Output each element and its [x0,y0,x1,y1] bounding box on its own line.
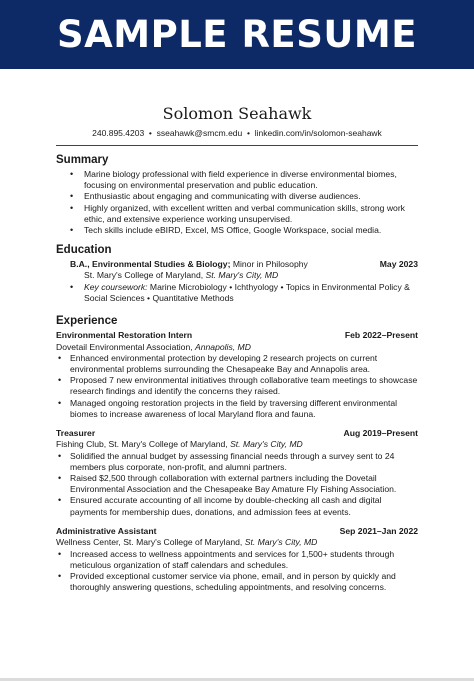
job-org: Wellness Center, St. Mary's College of Maryland, [56,537,245,548]
list-item: • Marine biology professional with field experience in diverse environmental biomes, focusing on environmental preservation and public education. [56,169,418,191]
job-org: Fishing Club, St. Mary's College of Maryland, [56,439,231,450]
education-entry [56,259,418,304]
coursework-text: Marine Microbiology • Ichthyology • Topics in Environmental Policy & Social Sciences • Quantitative Methods [84,281,410,303]
degree-minor: Minor in Philosophy [230,259,308,270]
job-org: Dovetail Environmental Association, [56,341,196,352]
candidate-name: Solomon Seahawk [162,104,312,123]
title-banner [0,0,474,69]
contact-email[interactable]: sseahawk@smcm.edu [156,128,243,138]
job-location: Annapolis, MD [195,341,251,352]
job-entry [56,526,418,594]
school-name: St. Mary's College of Maryland, [84,270,206,281]
list-item: • Ensured accurate accounting of all income by double-checking all cash and digital payments for membership dues, donations, and admission fees at events. [56,495,418,517]
job-dates: Aug 2019–Present [343,427,418,438]
list-item: • Enhanced environmental protection by developing 2 research projects on current environmental problems surrounding the Chesapeake Bay and Annapolis area. [56,353,418,375]
list-item: • Provided exceptional customer service via phone, email, and in person by quickly and thoroughly answering questions, scheduling appointments, and resolving concerns. [56,571,418,593]
contact-separator: • [247,128,250,138]
job-dates: Sep 2021–Jan 2022 [339,525,418,536]
coursework-label: Key coursework: [84,281,148,292]
section-title-education: Education [56,244,112,257]
list-item: • Highly organized, with excellent written and verbal communication skills, strong work ethic, and extensive experience working unsupervised. [56,203,418,225]
education-list [70,282,418,304]
job-role: Environmental Restoration Intern [56,330,193,341]
job-org-line [56,537,418,548]
degree-date: May 2023 [379,259,418,270]
job-duties [56,353,418,420]
job-role: Administrative Assistant [56,525,157,536]
contact-line [56,128,418,139]
job-header [56,330,418,342]
job-header [56,526,418,538]
contact-separator: • [148,128,152,138]
job-org-line [56,342,418,353]
list-item: • Solidified the annual budget by assessing financial needs through a survey sent to 24 members plus corporate, non-profit, and alumni partners. [56,451,418,473]
degree [70,259,308,270]
list-item: • Raised $2,500 through collaboration with external partners including the Dovetail Environmental Association and the Chesapeake Bay Amature Fly Fishing Association. [56,473,418,495]
job-duties [56,549,418,594]
job-location: St. Mary's City, MD [244,537,318,548]
job-duties [56,451,418,518]
job-location: St. Mary's City, MD [230,439,303,450]
job-dates: Feb 2022–Present [344,330,418,341]
school-line [70,270,418,281]
job-role: Treasurer [56,427,96,438]
section-title-experience: Experience [56,315,118,328]
resume-page [56,104,418,593]
list-item: • Proposed 7 new environmental initiatives through collaborative team meetings to showcase research findings and identify the concerns they raised. [56,375,418,397]
list-item: • Managed ongoing restoration projects in the field by traversing different environmental biomes to increase awareness of local Maryland flora and fauna. [56,398,418,420]
list-item [70,282,418,304]
list-item: • Enthusiastic about engaging and communicating with diverse audiences. [56,191,418,202]
section-title-summary: Summary [56,154,109,166]
header-divider [56,145,418,146]
job-header [56,428,418,440]
banner-title: SAMPLE RESUME [56,13,417,56]
summary-list [56,169,418,236]
school-location: St. Mary's City, MD [205,270,279,281]
job-entry [56,428,418,518]
contact-phone: 240.895.4203 [92,128,145,138]
degree-name: B.A., Environmental Studies & Biology; [70,259,231,270]
degree-row [70,259,418,270]
job-org-line [56,439,418,450]
job-entry [56,330,418,420]
list-item: • Increased access to wellness appointments and services for 1,500+ students through meticulous organization of staff calendars and schedules. [56,549,418,571]
contact-linkedin[interactable]: linkedin.com/in/solomon-seahawk [254,128,382,138]
list-item: • Tech skills include eBIRD, Excel, MS Office, Google Workspace, social media. [56,225,418,236]
